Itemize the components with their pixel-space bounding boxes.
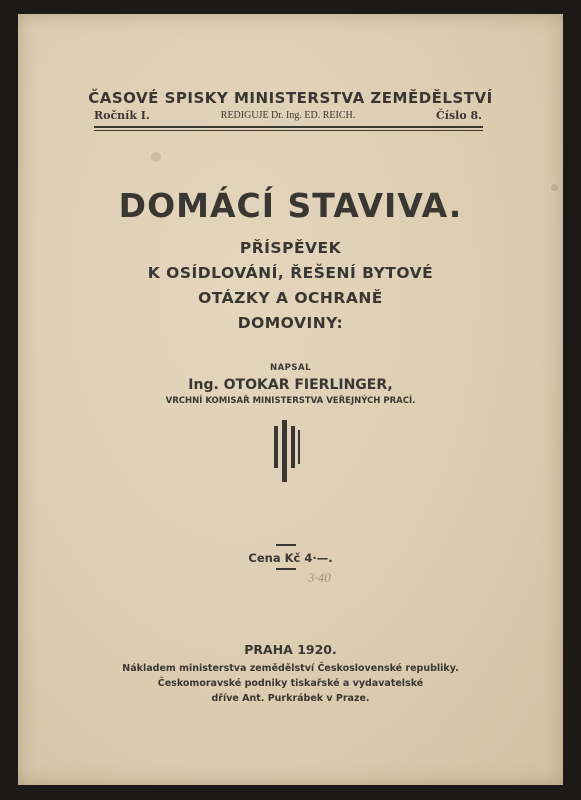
imprint-line: dříve Ant. Purkrábek v Praze. (211, 693, 370, 704)
header-rule-thin (94, 130, 483, 131)
author-name: Ing. OTOKAR FIERLINGER, (188, 377, 393, 393)
pencil-note: 3·40 (308, 570, 331, 585)
subtitle-line: OTÁZKY A OCHRANĚ (198, 289, 383, 307)
price-rule-top (276, 544, 296, 546)
imprint (18, 642, 563, 706)
byline-label: NAPSAL (269, 363, 312, 373)
series-title: ČASOVÉ SPISKY MINISTERSTVA ZEMĚDĚLSTVÍ (88, 89, 493, 107)
subtitle-line: PŘÍSPĚVEK (239, 239, 342, 257)
price-label: Cena Kč 4·—. (248, 551, 333, 565)
subtitle-line: K OSÍDLOVÁNÍ, ŘEŠENÍ BYTOVÉ (147, 264, 434, 282)
book-title: DOMÁCÍ STAVIVA. (118, 186, 463, 225)
series-volume: Ročník I. (94, 109, 150, 122)
book-cover-page (18, 14, 563, 785)
series-info-line (94, 109, 482, 125)
price-rule-bottom (276, 568, 296, 570)
imprint-line: Nákladem ministerstva zemědělství Československé republiky. (122, 663, 459, 674)
subtitle-line: DOMOVINY: (237, 314, 344, 332)
header-rule (94, 126, 483, 128)
vertical-bars-ornament-icon (273, 420, 303, 482)
imprint-place: PRAHA 1920. (244, 642, 337, 657)
author-role: VRCHNÍ KOMISAŘ MINISTERSTVA VEŘEJNÝCH PRACÍ. (165, 396, 416, 406)
imprint-line: Českomoravské podniky tiskařské a vydavatelské (157, 678, 424, 689)
series-number: Číslo 8. (436, 109, 482, 122)
paper-stain (151, 152, 161, 162)
series-editor: REDIGUJE Dr. Ing. ED. REICH. (220, 110, 356, 121)
book-subtitle (18, 236, 563, 336)
